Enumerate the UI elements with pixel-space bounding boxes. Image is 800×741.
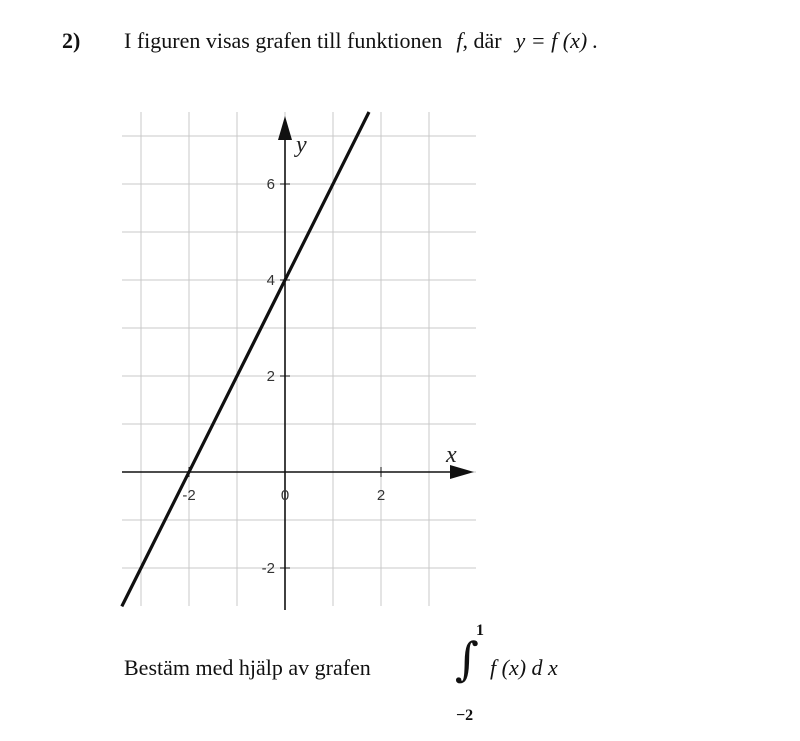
x-tick-label: 0 [280,487,290,504]
x-axis-label: x [446,442,457,468]
function-symbol: f [456,28,463,53]
y-tick-label: 4 [266,272,275,289]
integral-upper-limit: 1 [476,622,484,639]
integrand: f (x) d x [490,655,558,680]
integral-sign-icon: ∫ [455,632,479,686]
y-tick-label: 2 [266,368,275,385]
integral-lower-limit: −2 [456,707,474,724]
x-tick-label: 2 [376,487,386,504]
comma-dar: , där [462,28,502,53]
prompt-text: Bestäm med hjälp av grafen [124,655,371,680]
function-line [122,112,369,606]
function-equation: y = f (x) . [515,28,599,53]
question-number: 2) [62,28,81,53]
x-tick-label: -2 [182,487,196,504]
y-axis-label: y [296,132,307,158]
y-axis-arrow-icon [278,116,292,140]
y-tick-label: 6 [266,176,275,193]
question-lead: I figuren visas grafen till funktionen [124,28,443,53]
y-tick-label: -2 [261,560,275,577]
